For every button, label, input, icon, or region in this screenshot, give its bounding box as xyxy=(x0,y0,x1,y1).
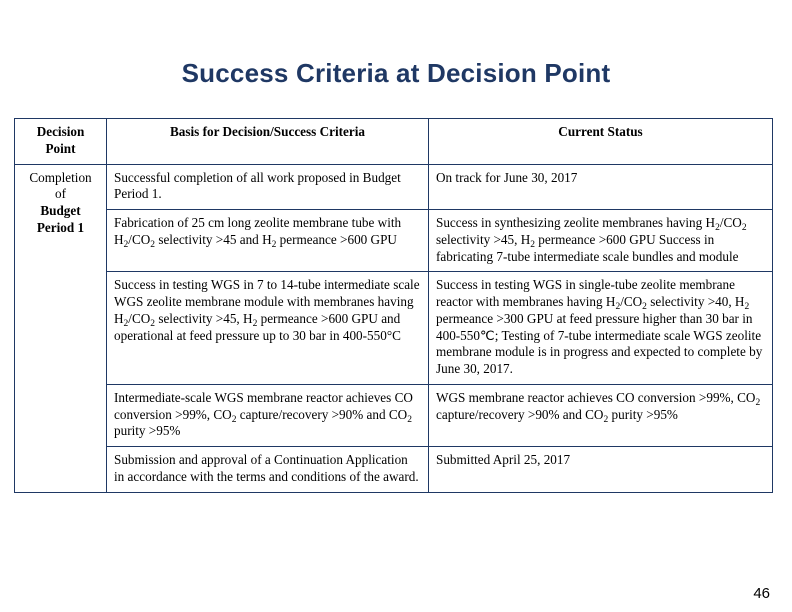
decision-point-line1: Completion xyxy=(29,169,92,185)
table-row xyxy=(15,272,773,385)
basis-cell-2: Fabrication of 25 cm long zeolite membrane tube with $H_2/CO_2$ selectivity >45 and $H_2$ permeance >600 GPU xyxy=(107,210,429,272)
table-row xyxy=(15,384,773,446)
status-cell-4: WGS membrane reactor achieves CO conversion >99%, $CO_2$ capture/recovery >90% and $CO_2$ purity >95% xyxy=(429,384,773,446)
table-header-row xyxy=(15,119,773,165)
decision-point-line2: of xyxy=(55,186,66,202)
table-row xyxy=(15,447,773,493)
page-number: 46 xyxy=(753,585,770,602)
status-cell-1: On track for June 30, 2017 xyxy=(429,164,773,210)
table-row xyxy=(15,210,773,272)
column-header-decision-point-line2: Point xyxy=(45,140,76,156)
status-cell-5: Submitted April 25, 2017 xyxy=(429,447,773,493)
status-cell-2: Success in synthesizing zeolite membranes having $H_2/CO_2$ selectivity >45, $H_2$ permeance >600 GPU Success in fabricating 7-tube intermediate scale bundles and module xyxy=(429,210,773,272)
success-criteria-table xyxy=(14,118,773,493)
column-header-basis: Basis for Decision/Success Criteria xyxy=(107,119,429,165)
decision-point-line3: Budget xyxy=(40,203,81,219)
table-row xyxy=(15,164,773,210)
column-header-decision-point xyxy=(15,119,107,165)
column-header-decision-point-line1: Decision xyxy=(36,124,85,139)
basis-cell-1: Successful completion of all work proposed in Budget Period 1. xyxy=(107,164,429,210)
basis-cell-4: Intermediate-scale WGS membrane reactor achieves CO conversion >99%, $CO_2$ capture/recovery >90% and $CO_2$ purity >95% xyxy=(107,384,429,446)
page-title: Success Criteria at Decision Point xyxy=(181,58,611,88)
column-header-status: Current Status xyxy=(429,119,773,165)
basis-cell-5: Submission and approval of a Continuation Application in accordance with the terms and conditions of the award. xyxy=(107,447,429,493)
status-cell-3: Success in testing WGS in single-tube zeolite membrane reactor with membranes having $H_2/CO_2$ selectivity >40, $H_2$ permeance >300 GPU at feed pressure higher than 30 bar in 400-550℃; Testing of 7-tube intermediate scale WGS zeolite membrane module is in progress and expected to complete by June 30, 2017. xyxy=(429,272,773,385)
basis-cell-3: Success in testing WGS in 7 to 14-tube intermediate scale WGS zeolite membrane module with membranes having $H_2/CO_2$ selectivity >45, $H_2$ permeance >600 GPU and operational at feed pressure up to 30 bar in 400-550°C xyxy=(107,272,429,385)
decision-point-line4: Period 1 xyxy=(36,219,85,235)
criteria-table-wrapper xyxy=(14,118,772,493)
decision-point-cell xyxy=(15,164,107,492)
